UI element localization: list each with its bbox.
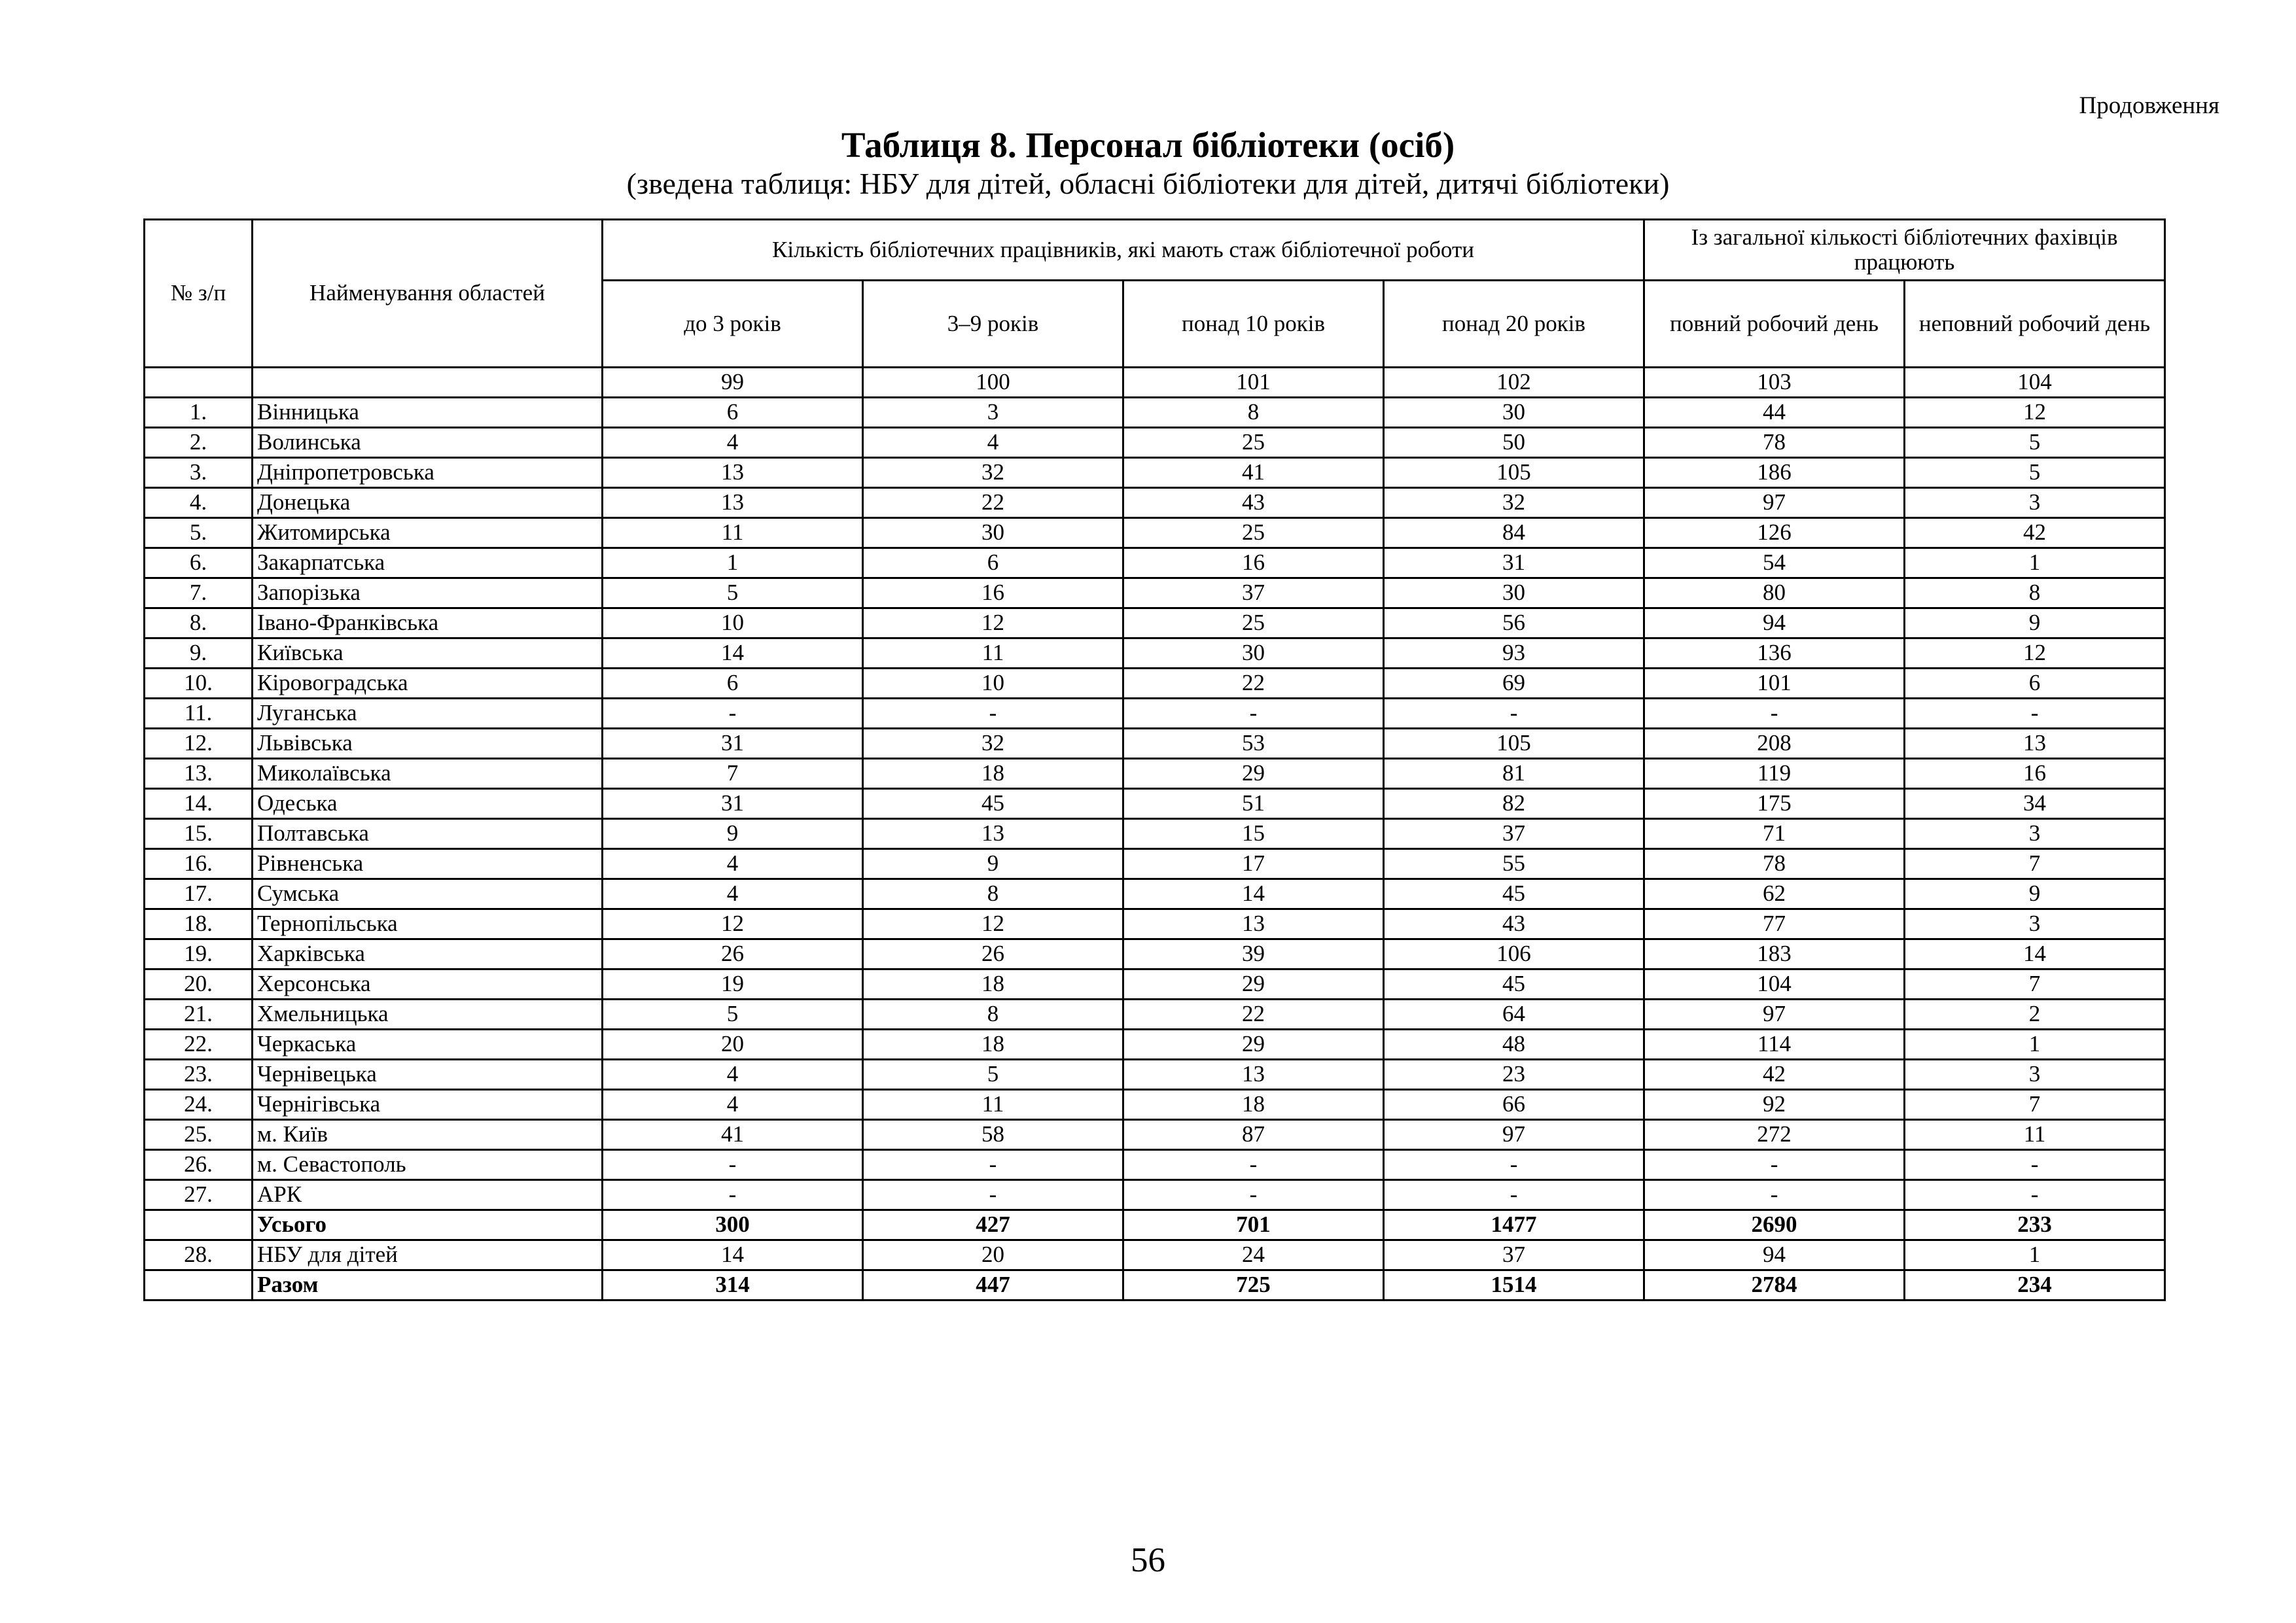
- row-value: 84: [1384, 518, 1644, 548]
- row-value: 24: [1123, 1240, 1384, 1270]
- row-value: 7: [603, 759, 863, 789]
- table-row: [145, 1240, 2165, 1270]
- row-value: 43: [1123, 488, 1384, 518]
- row-index: 17.: [145, 879, 253, 909]
- table-row: [145, 578, 2165, 608]
- table-row: [145, 548, 2165, 578]
- row-region-name: Вінницька: [253, 398, 603, 428]
- row-index: 23.: [145, 1060, 253, 1090]
- row-index: 1.: [145, 398, 253, 428]
- table-subtitle: (зведена таблиця: НБУ для дітей, обласні бібліотеки для дітей, дитячі бібліотеки): [626, 167, 1670, 200]
- row-value: -: [603, 1180, 863, 1210]
- row-value: 50: [1384, 428, 1644, 458]
- header-code-blank: [253, 368, 603, 398]
- row-region-name: Луганська: [253, 699, 603, 729]
- table-row: [145, 1030, 2165, 1060]
- row-value: 16: [1123, 548, 1384, 578]
- row-value: 97: [1384, 1120, 1644, 1150]
- row-value: 18: [863, 969, 1123, 1000]
- row-value: 58: [863, 1120, 1123, 1150]
- row-value: -: [603, 1150, 863, 1180]
- table-row: [145, 909, 2165, 939]
- table-row: [145, 969, 2165, 1000]
- header-col-up-to-3: до 3 років: [603, 281, 863, 368]
- header-code-blank: [145, 368, 253, 398]
- row-value: 17: [1123, 849, 1384, 879]
- row-region-name: Кіровоградська: [253, 669, 603, 699]
- row-value: 30: [1123, 638, 1384, 669]
- row-value: 4: [863, 428, 1123, 458]
- row-region-name: Волинська: [253, 428, 603, 458]
- row-value: 4: [603, 428, 863, 458]
- row-value: 22: [863, 488, 1123, 518]
- row-value: -: [1644, 1150, 1905, 1180]
- row-region-name: Київська: [253, 638, 603, 669]
- row-value: 87: [1123, 1120, 1384, 1150]
- row-value: 13: [603, 488, 863, 518]
- row-index: 4.: [145, 488, 253, 518]
- row-region-name: Івано-Франківська: [253, 608, 603, 638]
- row-value: 14: [603, 1240, 863, 1270]
- row-index: 26.: [145, 1150, 253, 1180]
- row-value: 12: [603, 909, 863, 939]
- row-value: 3: [1905, 819, 2165, 849]
- row-value: 56: [1384, 608, 1644, 638]
- row-value: 71: [1644, 819, 1905, 849]
- row-value: 26: [603, 939, 863, 969]
- row-value: 10: [863, 669, 1123, 699]
- row-value: -: [1905, 1180, 2165, 1210]
- row-index: 27.: [145, 1180, 253, 1210]
- table-row: [145, 849, 2165, 879]
- row-value: -: [863, 699, 1123, 729]
- header-code: 99: [603, 368, 863, 398]
- row-index: 11.: [145, 699, 253, 729]
- row-value: 18: [1123, 1090, 1384, 1120]
- row-value: 5: [1905, 458, 2165, 488]
- row-value: 13: [1123, 909, 1384, 939]
- row-index: 20.: [145, 969, 253, 1000]
- row-region-name: Черкаська: [253, 1030, 603, 1060]
- header-code: 102: [1384, 368, 1644, 398]
- row-value: -: [1384, 1180, 1644, 1210]
- header-index: № з/п: [145, 220, 253, 368]
- row-index: 19.: [145, 939, 253, 969]
- row-value: 13: [863, 819, 1123, 849]
- row-value: 105: [1384, 458, 1644, 488]
- row-index: [145, 1270, 253, 1300]
- row-value: 48: [1384, 1030, 1644, 1060]
- row-value: 11: [863, 638, 1123, 669]
- row-value: 14: [1123, 879, 1384, 909]
- row-value: -: [1905, 1150, 2165, 1180]
- row-value: 1: [1905, 548, 2165, 578]
- row-value: 8: [863, 879, 1123, 909]
- row-region-name: Миколаївська: [253, 759, 603, 789]
- row-value: 55: [1384, 849, 1644, 879]
- row-value: 25: [1123, 428, 1384, 458]
- row-region-name: Донецька: [253, 488, 603, 518]
- row-value: 427: [863, 1210, 1123, 1240]
- row-value: 45: [1384, 969, 1644, 1000]
- header-col-over-20: понад 20 років: [1384, 281, 1644, 368]
- row-value: 41: [1123, 458, 1384, 488]
- row-index: 12.: [145, 729, 253, 759]
- row-value: 114: [1644, 1030, 1905, 1060]
- row-value: 39: [1123, 939, 1384, 969]
- row-value: 32: [863, 458, 1123, 488]
- table-row: [145, 759, 2165, 789]
- row-index: 15.: [145, 819, 253, 849]
- row-value: 29: [1123, 1030, 1384, 1060]
- row-value: -: [863, 1150, 1123, 1180]
- row-region-name: м. Севастополь: [253, 1150, 603, 1180]
- row-value: 5: [1905, 428, 2165, 458]
- row-value: -: [603, 699, 863, 729]
- row-value: 7: [1905, 969, 2165, 1000]
- row-value: 23: [1384, 1060, 1644, 1090]
- row-value: 4: [603, 1090, 863, 1120]
- row-value: 19: [603, 969, 863, 1000]
- row-value: 104: [1644, 969, 1905, 1000]
- row-region-name: Чернівецька: [253, 1060, 603, 1090]
- row-value: 11: [863, 1090, 1123, 1120]
- row-index: 5.: [145, 518, 253, 548]
- staff-table: [143, 218, 2166, 1301]
- row-value: 29: [1123, 759, 1384, 789]
- row-index: 16.: [145, 849, 253, 879]
- row-region-name: м. Київ: [253, 1120, 603, 1150]
- row-value: 7: [1905, 1090, 2165, 1120]
- row-value: -: [1384, 1150, 1644, 1180]
- row-value: 6: [603, 669, 863, 699]
- row-value: 37: [1123, 578, 1384, 608]
- row-value: 31: [1384, 548, 1644, 578]
- row-value: 81: [1384, 759, 1644, 789]
- row-value: 8: [1905, 578, 2165, 608]
- row-region-name: Одеська: [253, 789, 603, 819]
- row-value: 1477: [1384, 1210, 1644, 1240]
- table-row: [145, 879, 2165, 909]
- row-value: 234: [1905, 1270, 2165, 1300]
- row-index: 25.: [145, 1120, 253, 1150]
- table-row: [145, 488, 2165, 518]
- table-row: [145, 1180, 2165, 1210]
- row-value: 37: [1384, 1240, 1644, 1270]
- row-value: 9: [1905, 879, 2165, 909]
- table-total-row: [145, 1210, 2165, 1240]
- row-value: 31: [603, 729, 863, 759]
- table-row: [145, 608, 2165, 638]
- row-index: 7.: [145, 578, 253, 608]
- page-number: 56: [1131, 1541, 1165, 1579]
- table-row: [145, 1150, 2165, 1180]
- row-value: 45: [1384, 879, 1644, 909]
- row-value: 12: [863, 909, 1123, 939]
- row-value: 208: [1644, 729, 1905, 759]
- table-row: [145, 638, 2165, 669]
- row-value: 1: [603, 548, 863, 578]
- row-value: 16: [1905, 759, 2165, 789]
- row-value: -: [863, 1180, 1123, 1210]
- row-value: -: [1905, 699, 2165, 729]
- table-row: [145, 1060, 2165, 1090]
- row-value: 101: [1644, 669, 1905, 699]
- table-row: [145, 518, 2165, 548]
- row-value: 69: [1384, 669, 1644, 699]
- row-region-name: Тернопільська: [253, 909, 603, 939]
- row-value: 2784: [1644, 1270, 1905, 1300]
- row-value: 94: [1644, 608, 1905, 638]
- row-index: 2.: [145, 428, 253, 458]
- table-row: [145, 729, 2165, 759]
- row-region-name: Херсонська: [253, 969, 603, 1000]
- row-value: 16: [863, 578, 1123, 608]
- row-index: 24.: [145, 1090, 253, 1120]
- row-value: 78: [1644, 428, 1905, 458]
- row-value: 66: [1384, 1090, 1644, 1120]
- header-col-over-10: понад 10 років: [1123, 281, 1384, 368]
- header-code: 104: [1905, 368, 2165, 398]
- row-value: 97: [1644, 488, 1905, 518]
- row-region-name: Усього: [253, 1210, 603, 1240]
- row-value: 126: [1644, 518, 1905, 548]
- row-value: 4: [603, 1060, 863, 1090]
- row-value: 9: [603, 819, 863, 849]
- row-region-name: Харківська: [253, 939, 603, 969]
- row-value: 14: [1905, 939, 2165, 969]
- row-value: 136: [1644, 638, 1905, 669]
- row-value: 12: [1905, 398, 2165, 428]
- row-value: 51: [1123, 789, 1384, 819]
- row-value: 31: [603, 789, 863, 819]
- row-value: 32: [1384, 488, 1644, 518]
- header-code: 100: [863, 368, 1123, 398]
- row-value: 3: [1905, 1060, 2165, 1090]
- row-value: 447: [863, 1270, 1123, 1300]
- row-value: 30: [863, 518, 1123, 548]
- row-region-name: Закарпатська: [253, 548, 603, 578]
- header-group-workday: Із загальної кількості бібліотечних фахівців працюють: [1644, 220, 2165, 281]
- row-index: 8.: [145, 608, 253, 638]
- row-index: 22.: [145, 1030, 253, 1060]
- table-row: [145, 789, 2165, 819]
- row-value: 45: [863, 789, 1123, 819]
- table-row: [145, 1090, 2165, 1120]
- row-value: 12: [863, 608, 1123, 638]
- row-value: 119: [1644, 759, 1905, 789]
- row-value: 18: [863, 1030, 1123, 1060]
- row-value: 13: [603, 458, 863, 488]
- row-index: 14.: [145, 789, 253, 819]
- row-value: 5: [863, 1060, 1123, 1090]
- header-col-3-9: 3–9 років: [863, 281, 1123, 368]
- row-value: 30: [1384, 398, 1644, 428]
- table-row: [145, 1000, 2165, 1030]
- table-row: [145, 819, 2165, 849]
- row-value: 4: [603, 879, 863, 909]
- row-value: 5: [603, 1000, 863, 1030]
- header-name: Найменування областей: [253, 220, 603, 368]
- row-value: 12: [1905, 638, 2165, 669]
- continuation-note: Продовження: [2079, 92, 2219, 119]
- row-value: -: [1123, 1180, 1384, 1210]
- row-value: 53: [1123, 729, 1384, 759]
- row-value: 186: [1644, 458, 1905, 488]
- row-value: 92: [1644, 1090, 1905, 1120]
- table-row: [145, 398, 2165, 428]
- table-title: Таблиця 8. Персонал бібліотеки (осіб): [841, 125, 1455, 165]
- row-region-name: НБУ для дітей: [253, 1240, 603, 1270]
- row-value: 22: [1123, 1000, 1384, 1030]
- row-value: 6: [863, 548, 1123, 578]
- row-region-name: Дніпропетровська: [253, 458, 603, 488]
- row-value: 43: [1384, 909, 1644, 939]
- row-value: 11: [603, 518, 863, 548]
- table-row: [145, 699, 2165, 729]
- table-row: [145, 458, 2165, 488]
- row-value: 80: [1644, 578, 1905, 608]
- row-value: 5: [603, 578, 863, 608]
- row-value: 18: [863, 759, 1123, 789]
- row-value: 14: [603, 638, 863, 669]
- table-row: [145, 1120, 2165, 1150]
- table-row: [145, 428, 2165, 458]
- row-value: 77: [1644, 909, 1905, 939]
- row-region-name: АРК: [253, 1180, 603, 1210]
- header-code: 103: [1644, 368, 1905, 398]
- row-value: 20: [603, 1030, 863, 1060]
- row-region-name: Сумська: [253, 879, 603, 909]
- table-body: [145, 398, 2165, 1300]
- row-value: 4: [603, 849, 863, 879]
- table-total-row: [145, 1270, 2165, 1300]
- row-value: 7: [1905, 849, 2165, 879]
- header-group-experience: Кількість бібліотечних працівників, які мають стаж бібліотечної роботи: [603, 220, 1644, 281]
- row-value: 725: [1123, 1270, 1384, 1300]
- row-value: 94: [1644, 1240, 1905, 1270]
- table-row: [145, 939, 2165, 969]
- row-value: 106: [1384, 939, 1644, 969]
- row-index: 18.: [145, 909, 253, 939]
- row-value: 78: [1644, 849, 1905, 879]
- row-value: 105: [1384, 729, 1644, 759]
- row-value: 44: [1644, 398, 1905, 428]
- row-value: 11: [1905, 1120, 2165, 1150]
- row-region-name: Полтавська: [253, 819, 603, 849]
- row-value: 2: [1905, 1000, 2165, 1030]
- row-value: 62: [1644, 879, 1905, 909]
- row-index: [145, 1210, 253, 1240]
- row-value: 6: [1905, 669, 2165, 699]
- row-index: 9.: [145, 638, 253, 669]
- row-value: -: [1644, 699, 1905, 729]
- row-value: 1: [1905, 1240, 2165, 1270]
- header-col-part-day: неповний робочий день: [1905, 281, 2165, 368]
- row-value: 29: [1123, 969, 1384, 1000]
- row-value: 93: [1384, 638, 1644, 669]
- row-value: 30: [1384, 578, 1644, 608]
- row-index: 3.: [145, 458, 253, 488]
- row-value: 8: [1123, 398, 1384, 428]
- row-index: 21.: [145, 1000, 253, 1030]
- row-value: 175: [1644, 789, 1905, 819]
- row-value: 34: [1905, 789, 2165, 819]
- row-value: 183: [1644, 939, 1905, 969]
- row-region-name: Чернігівська: [253, 1090, 603, 1120]
- row-value: 6: [603, 398, 863, 428]
- row-value: 97: [1644, 1000, 1905, 1030]
- row-value: 41: [603, 1120, 863, 1150]
- row-value: 42: [1905, 518, 2165, 548]
- table-header: [145, 220, 2165, 398]
- row-value: 314: [603, 1270, 863, 1300]
- row-region-name: Рівненська: [253, 849, 603, 879]
- row-index: 10.: [145, 669, 253, 699]
- row-value: 22: [1123, 669, 1384, 699]
- row-value: 3: [1905, 909, 2165, 939]
- row-value: -: [1384, 699, 1644, 729]
- row-value: 13: [1905, 729, 2165, 759]
- row-value: 42: [1644, 1060, 1905, 1090]
- row-index: 13.: [145, 759, 253, 789]
- row-value: 10: [603, 608, 863, 638]
- row-value: 32: [863, 729, 1123, 759]
- row-index: 28.: [145, 1240, 253, 1270]
- row-region-name: Разом: [253, 1270, 603, 1300]
- row-value: 300: [603, 1210, 863, 1240]
- row-value: 1514: [1384, 1270, 1644, 1300]
- row-value: -: [1123, 699, 1384, 729]
- row-value: 9: [863, 849, 1123, 879]
- row-value: -: [1123, 1150, 1384, 1180]
- row-value: 272: [1644, 1120, 1905, 1150]
- table-row: [145, 669, 2165, 699]
- row-value: 82: [1384, 789, 1644, 819]
- row-value: 25: [1123, 608, 1384, 638]
- row-value: 1: [1905, 1030, 2165, 1060]
- row-value: 37: [1384, 819, 1644, 849]
- row-value: 15: [1123, 819, 1384, 849]
- row-value: 2690: [1644, 1210, 1905, 1240]
- row-value: 26: [863, 939, 1123, 969]
- row-value: 233: [1905, 1210, 2165, 1240]
- row-value: 25: [1123, 518, 1384, 548]
- row-value: 54: [1644, 548, 1905, 578]
- row-value: 3: [1905, 488, 2165, 518]
- row-region-name: Житомирська: [253, 518, 603, 548]
- row-value: 701: [1123, 1210, 1384, 1240]
- row-region-name: Львівська: [253, 729, 603, 759]
- row-index: 6.: [145, 548, 253, 578]
- row-value: 13: [1123, 1060, 1384, 1090]
- row-value: 64: [1384, 1000, 1644, 1030]
- header-code: 101: [1123, 368, 1384, 398]
- row-value: 20: [863, 1240, 1123, 1270]
- row-region-name: Хмельницька: [253, 1000, 603, 1030]
- row-region-name: Запорізька: [253, 578, 603, 608]
- row-value: -: [1644, 1180, 1905, 1210]
- header-col-full-day: повний робочий день: [1644, 281, 1905, 368]
- row-value: 3: [863, 398, 1123, 428]
- row-value: 9: [1905, 608, 2165, 638]
- row-value: 8: [863, 1000, 1123, 1030]
